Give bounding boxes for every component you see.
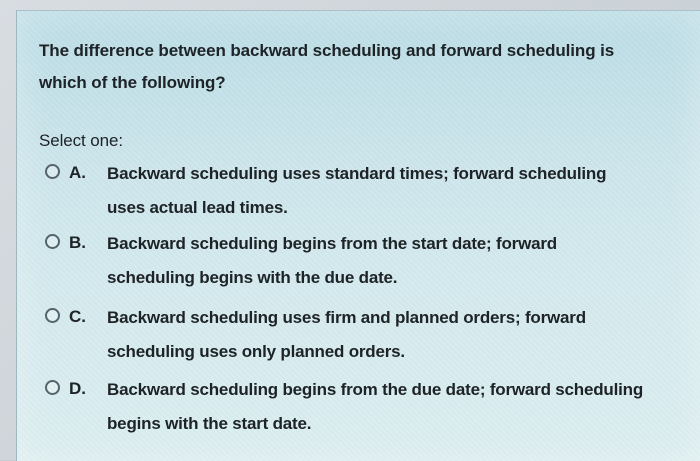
option-a-text[interactable]: Backward scheduling uses standard times; forward scheduling uses actual lead times. xyxy=(107,164,607,217)
option-a[interactable] xyxy=(45,157,655,227)
option-b-text[interactable]: Backward scheduling begins from the start date; forward scheduling begins with the due date. xyxy=(107,234,557,287)
option-b[interactable] xyxy=(45,227,655,297)
quiz-question-panel xyxy=(16,10,700,461)
radio-button-a[interactable] xyxy=(45,164,60,179)
option-c-letter: C. xyxy=(69,307,86,326)
option-c[interactable] xyxy=(45,301,655,371)
radio-button-c[interactable] xyxy=(45,308,60,323)
option-d[interactable] xyxy=(45,373,655,447)
option-d-letter: D. xyxy=(69,379,86,398)
option-d-text[interactable]: Backward scheduling begins from the due date; forward scheduling begins with the start date. xyxy=(107,380,644,433)
question-text: The difference between backward scheduling and forward scheduling is which of the following? xyxy=(39,41,615,92)
option-b-letter: B. xyxy=(69,233,86,252)
option-a-letter: A. xyxy=(69,163,86,182)
option-c-text[interactable]: Backward scheduling uses firm and planned orders; forward scheduling uses only planned orders. xyxy=(107,308,586,361)
select-one-label: Select one: xyxy=(39,131,123,150)
radio-button-d[interactable] xyxy=(45,380,60,395)
radio-button-b[interactable] xyxy=(45,234,60,249)
